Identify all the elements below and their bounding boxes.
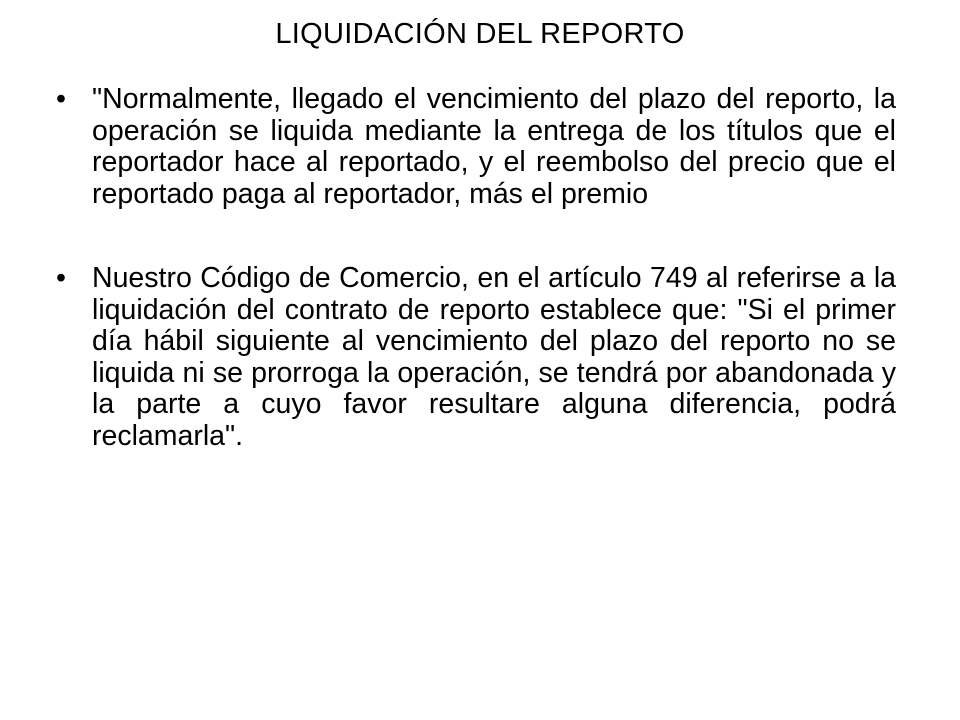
bullet-text-articulo-749: Nuestro Código de Comercio, en el artículo 749 al referirse a la liquidación del contrato de reporto establece que: "Si el primer día hábil siguiente al vencimiento del plazo del reporto no se liquida ni se prorroga la operación, se tendrá por abandonada y la parte a cuyo favor resultare alguna diferencia, podrá reclamarla". xyxy=(92,262,896,452)
slide-title: LIQUIDACIÓN DEL REPORTO xyxy=(275,18,685,50)
bullet-list xyxy=(56,84,896,452)
bullet-text-liquidacion-normal: "Normalmente, llegado el vencimiento del plazo del reporto, la operación se liquida mediante la entrega de los títulos que el reportador hace al reportado, y el reembolso del precio que el reportado paga al reportador, más el premio xyxy=(92,83,896,210)
bullet-item-codigo-comercio xyxy=(56,263,896,452)
bullet-icon: • xyxy=(56,83,66,115)
bullet-icon: • xyxy=(56,262,66,294)
bullet-item-normalmente xyxy=(56,84,896,210)
